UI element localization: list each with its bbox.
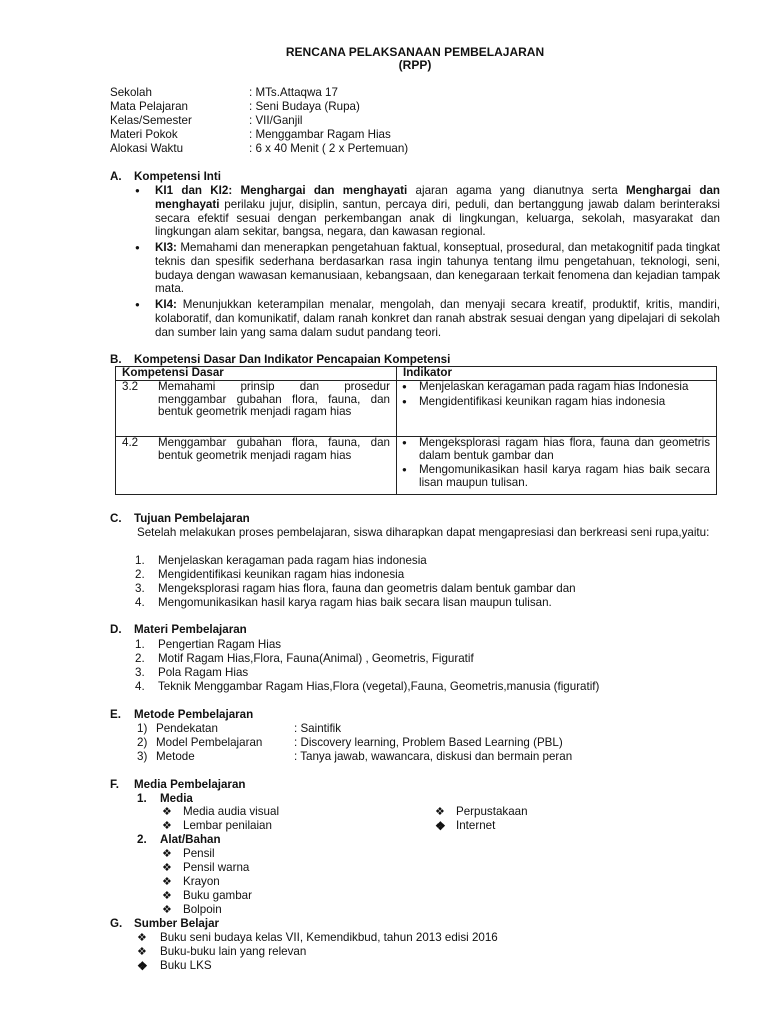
list-item: Motif Ragam Hias,Flora, Fauna(Animal) , Geometris, Figuratif: [158, 652, 474, 665]
list-item: Krayon: [183, 875, 220, 888]
kd-number: 3.2: [122, 380, 139, 393]
identity-label: Mata Pelajaran: [110, 100, 188, 113]
section-letter: G.: [110, 917, 123, 930]
ki-bold-text: Menghargai dan menghayati: [155, 184, 720, 211]
list-number: 2.: [137, 833, 147, 846]
ki12-paragraph: [155, 184, 720, 239]
identity-value: : 6 x 40 Menit ( 2 x Pertemuan): [249, 142, 409, 155]
kd-indicator-table: [115, 366, 717, 495]
identity-value: : VII/Ganjil: [249, 114, 303, 127]
metode-label: Pendekatan: [156, 722, 218, 735]
indicator-item: [397, 437, 716, 462]
bullet-icon: ●: [402, 382, 407, 391]
section-title: Sumber Belajar: [134, 917, 220, 930]
doc-title: RENCANA PELAKSANAAN PEMBELAJARAN: [285, 45, 545, 59]
table-row: [116, 437, 717, 495]
bullet-icon: ●: [402, 438, 407, 447]
section-g-heading: [110, 917, 219, 931]
diamond-bullet-icon: ❖: [137, 959, 148, 973]
list-item: Pensil: [183, 847, 215, 860]
list-item: Bolpoin: [183, 903, 222, 916]
table-header-cell: Indikator: [397, 367, 717, 381]
metode-label: Metode: [156, 750, 195, 763]
indicator-text: Menjelaskan keragaman pada ragam hias Indonesia: [419, 380, 689, 393]
identity-value: : MTs.Attaqwa 17: [249, 86, 338, 99]
kd-content: [116, 381, 396, 419]
section-title: Tujuan Pembelajaran: [134, 512, 250, 525]
section-title: Metode Pembelajaran: [134, 708, 254, 721]
list-number: 3.: [135, 582, 145, 595]
section-b-heading: [110, 353, 450, 367]
ki3-paragraph: [155, 241, 720, 296]
ki-label: KI3:: [155, 241, 177, 254]
list-number: 3.: [135, 666, 145, 679]
list-item: Perpustakaan: [456, 805, 528, 818]
diamond-bullet-icon: ❖: [162, 904, 172, 916]
ki-text: ajaran agama yang dianutnya serta: [407, 184, 626, 197]
bullet-icon: ●: [135, 243, 140, 252]
list-item: Mengidentifikasi keunikan ragam hias indonesia: [158, 568, 405, 581]
kd-cell: [116, 381, 397, 437]
list-item: Pola Ragam Hias: [158, 666, 249, 679]
diamond-bullet-icon: ❖: [137, 932, 147, 944]
section-a-heading: [110, 170, 221, 184]
identity-value: : Seni Budaya (Rupa): [249, 100, 360, 113]
section-letter: B.: [110, 353, 122, 366]
list-item: Buku-buku lain yang relevan: [160, 945, 307, 958]
kd-cell: [116, 437, 397, 495]
diamond-bullet-icon: ❖: [162, 806, 172, 818]
table-header-cell: Kompetensi Dasar: [116, 367, 397, 381]
indicator-item: [397, 396, 716, 409]
doc-subtitle: (RPP): [398, 58, 432, 72]
indicator-cell: [397, 381, 717, 437]
list-item: Internet: [456, 819, 496, 832]
bullet-icon: ●: [402, 396, 407, 406]
ki-label: KI1 dan KI2:: [155, 184, 233, 197]
list-number: 3): [137, 750, 148, 763]
list-number: 4.: [135, 680, 145, 693]
list-item: Teknik Menggambar Ragam Hias,Flora (vegetal),Fauna, Geometris,manusia (figuratif): [158, 680, 600, 693]
list-item: Pensil warna: [183, 861, 250, 874]
section-title: Kompetensi Dasar Dan Indikator Pencapaian Kompetensi: [134, 353, 451, 366]
list-item: Buku seni budaya kelas VII, Kemendikbud, tahun 2013 edisi 2016: [160, 931, 498, 944]
ki-label: KI4:: [155, 298, 177, 311]
diamond-bullet-icon: ❖: [435, 819, 446, 833]
bullet-icon: ●: [135, 186, 140, 195]
metode-value: : Discovery learning, Problem Based Learning (PBL): [294, 736, 563, 749]
diamond-bullet-icon: ❖: [162, 848, 172, 860]
ki-text: Memahami dan menerapkan pengetahuan faktual, konseptual, prosedural, dan metakognitif pada tingkat teknis dan spesifik sederhana berdasarkan rasa ingin tahunya tentang ilmu pengetahuan, teknologi, seni, budaya dengan wawasan kemanusiaan, kebangsaan, dan kenegaraan terkait fenomena dan kejadian tampak mata.: [155, 241, 720, 296]
list-item: Mengomunikasikan hasil karya ragam hias baik secara lisan maupun tulisan.: [158, 596, 552, 609]
kd-text: Menggambar gubahan flora, fauna, dan bentuk geometrik menjadi ragam hias: [158, 436, 390, 462]
tujuan-intro: Setelah melakukan proses pembelajaran, siswa diharapkan dapat mengapresiasi dan berkreasi seni rupa,yaitu:: [137, 526, 710, 539]
list-number: 2): [137, 736, 148, 749]
diamond-bullet-icon: ❖: [162, 876, 172, 888]
section-title: Media Pembelajaran: [134, 778, 246, 791]
subsection-title: Alat/Bahan: [160, 833, 221, 846]
list-item: Buku gambar: [183, 889, 252, 902]
identity-label: Materi Pokok: [110, 128, 178, 141]
identity-label: Alokasi Waktu: [110, 142, 184, 155]
section-letter: E.: [110, 708, 121, 721]
identity-label: Kelas/Semester: [110, 114, 192, 127]
list-number: 2.: [135, 652, 145, 665]
indicator-text: Mengidentifikasi keunikan ragam hias indonesia: [419, 394, 666, 408]
list-number: 4.: [135, 596, 145, 609]
section-title: Kompetensi Inti: [134, 170, 221, 183]
indicator-text: Mengomunikasikan hasil karya ragam hias baik secara lisan maupun tulisan.: [419, 463, 710, 489]
metode-label: Model Pembelajaran: [156, 736, 263, 749]
diamond-bullet-icon: ❖: [435, 806, 445, 818]
section-f-heading: [110, 778, 245, 792]
section-d-heading: [110, 623, 247, 637]
list-item: Buku LKS: [160, 959, 212, 972]
table-row: [116, 381, 717, 437]
metode-value: : Tanya jawab, wawancara, diskusi dan bermain peran: [294, 750, 573, 763]
subsection-title: Media: [160, 792, 193, 805]
identity-label: Sekolah: [110, 86, 152, 99]
ki-bold-text: Menghargai dan menghayati: [232, 184, 408, 197]
section-title: Materi Pembelajaran: [134, 623, 247, 636]
identity-value: : Menggambar Ragam Hias: [249, 128, 391, 141]
diamond-bullet-icon: ❖: [162, 862, 172, 874]
kd-content: [116, 437, 396, 462]
diamond-bullet-icon: ❖: [162, 890, 172, 902]
section-letter: D.: [110, 623, 122, 636]
list-number: 1): [137, 722, 148, 735]
section-c-heading: [110, 512, 250, 526]
section-letter: C.: [110, 512, 122, 525]
list-number: 1.: [135, 554, 145, 567]
diamond-bullet-icon: ❖: [162, 820, 172, 832]
ki-text: perilaku jujur, disiplin, santun, percaya diri, peduli, dan bertanggung jawab dalam berinteraksi secara efektif sesuai dengan perkembangan anak di lingkungan, keluarga, sekolah, masyarakat dan lingkungan alam sekitar, bangsa, negara, dan kawasan regional.: [155, 197, 720, 239]
bullet-icon: ●: [135, 300, 140, 309]
list-item: Pengertian Ragam Hias: [158, 638, 282, 651]
ki4-paragraph: [155, 298, 720, 339]
indicator-item: [397, 381, 716, 394]
section-e-heading: [110, 708, 253, 722]
list-number: 1.: [137, 792, 147, 805]
list-item: Menjelaskan keragaman pada ragam hias indonesia: [158, 554, 427, 567]
metode-value: : Saintifik: [294, 722, 342, 735]
list-number: 2.: [135, 568, 145, 581]
indicator-text: Mengeksplorasi ragam hias flora, fauna dan geometris dalam bentuk gambar dan: [419, 436, 710, 462]
indicator-cell: [397, 437, 717, 495]
list-number: 1.: [135, 638, 145, 651]
list-item: Mengeksplorasi ragam hias flora, fauna dan geometris dalam bentuk gambar dan: [158, 582, 576, 595]
list-item: Media audia visual: [183, 805, 280, 818]
kd-number: 4.2: [122, 436, 139, 449]
section-letter: F.: [110, 778, 120, 791]
section-letter: A.: [110, 170, 122, 183]
kd-text: Memahami prinsip dan prosedur menggambar gubahan flora, fauna, dan bentuk geometrik menjadi ragam hias: [158, 380, 390, 418]
diamond-bullet-icon: ❖: [137, 946, 147, 958]
list-item: Lembar penilaian: [183, 819, 272, 832]
table-header-row: [116, 367, 717, 381]
ki-text: Menunjukkan keterampilan menalar, mengolah, dan menyaji secara kreatif, produktif, kritis, mandiri, kolaboratif, dan komunikatif, dalam ranah konkret dan ranah abstrak sesuai dengan yang dipelajari di sekolah dan sumber lain yang sama dalam sudut pandang teori.: [155, 298, 720, 339]
indicator-item: [397, 464, 716, 489]
bullet-icon: ●: [402, 465, 407, 474]
